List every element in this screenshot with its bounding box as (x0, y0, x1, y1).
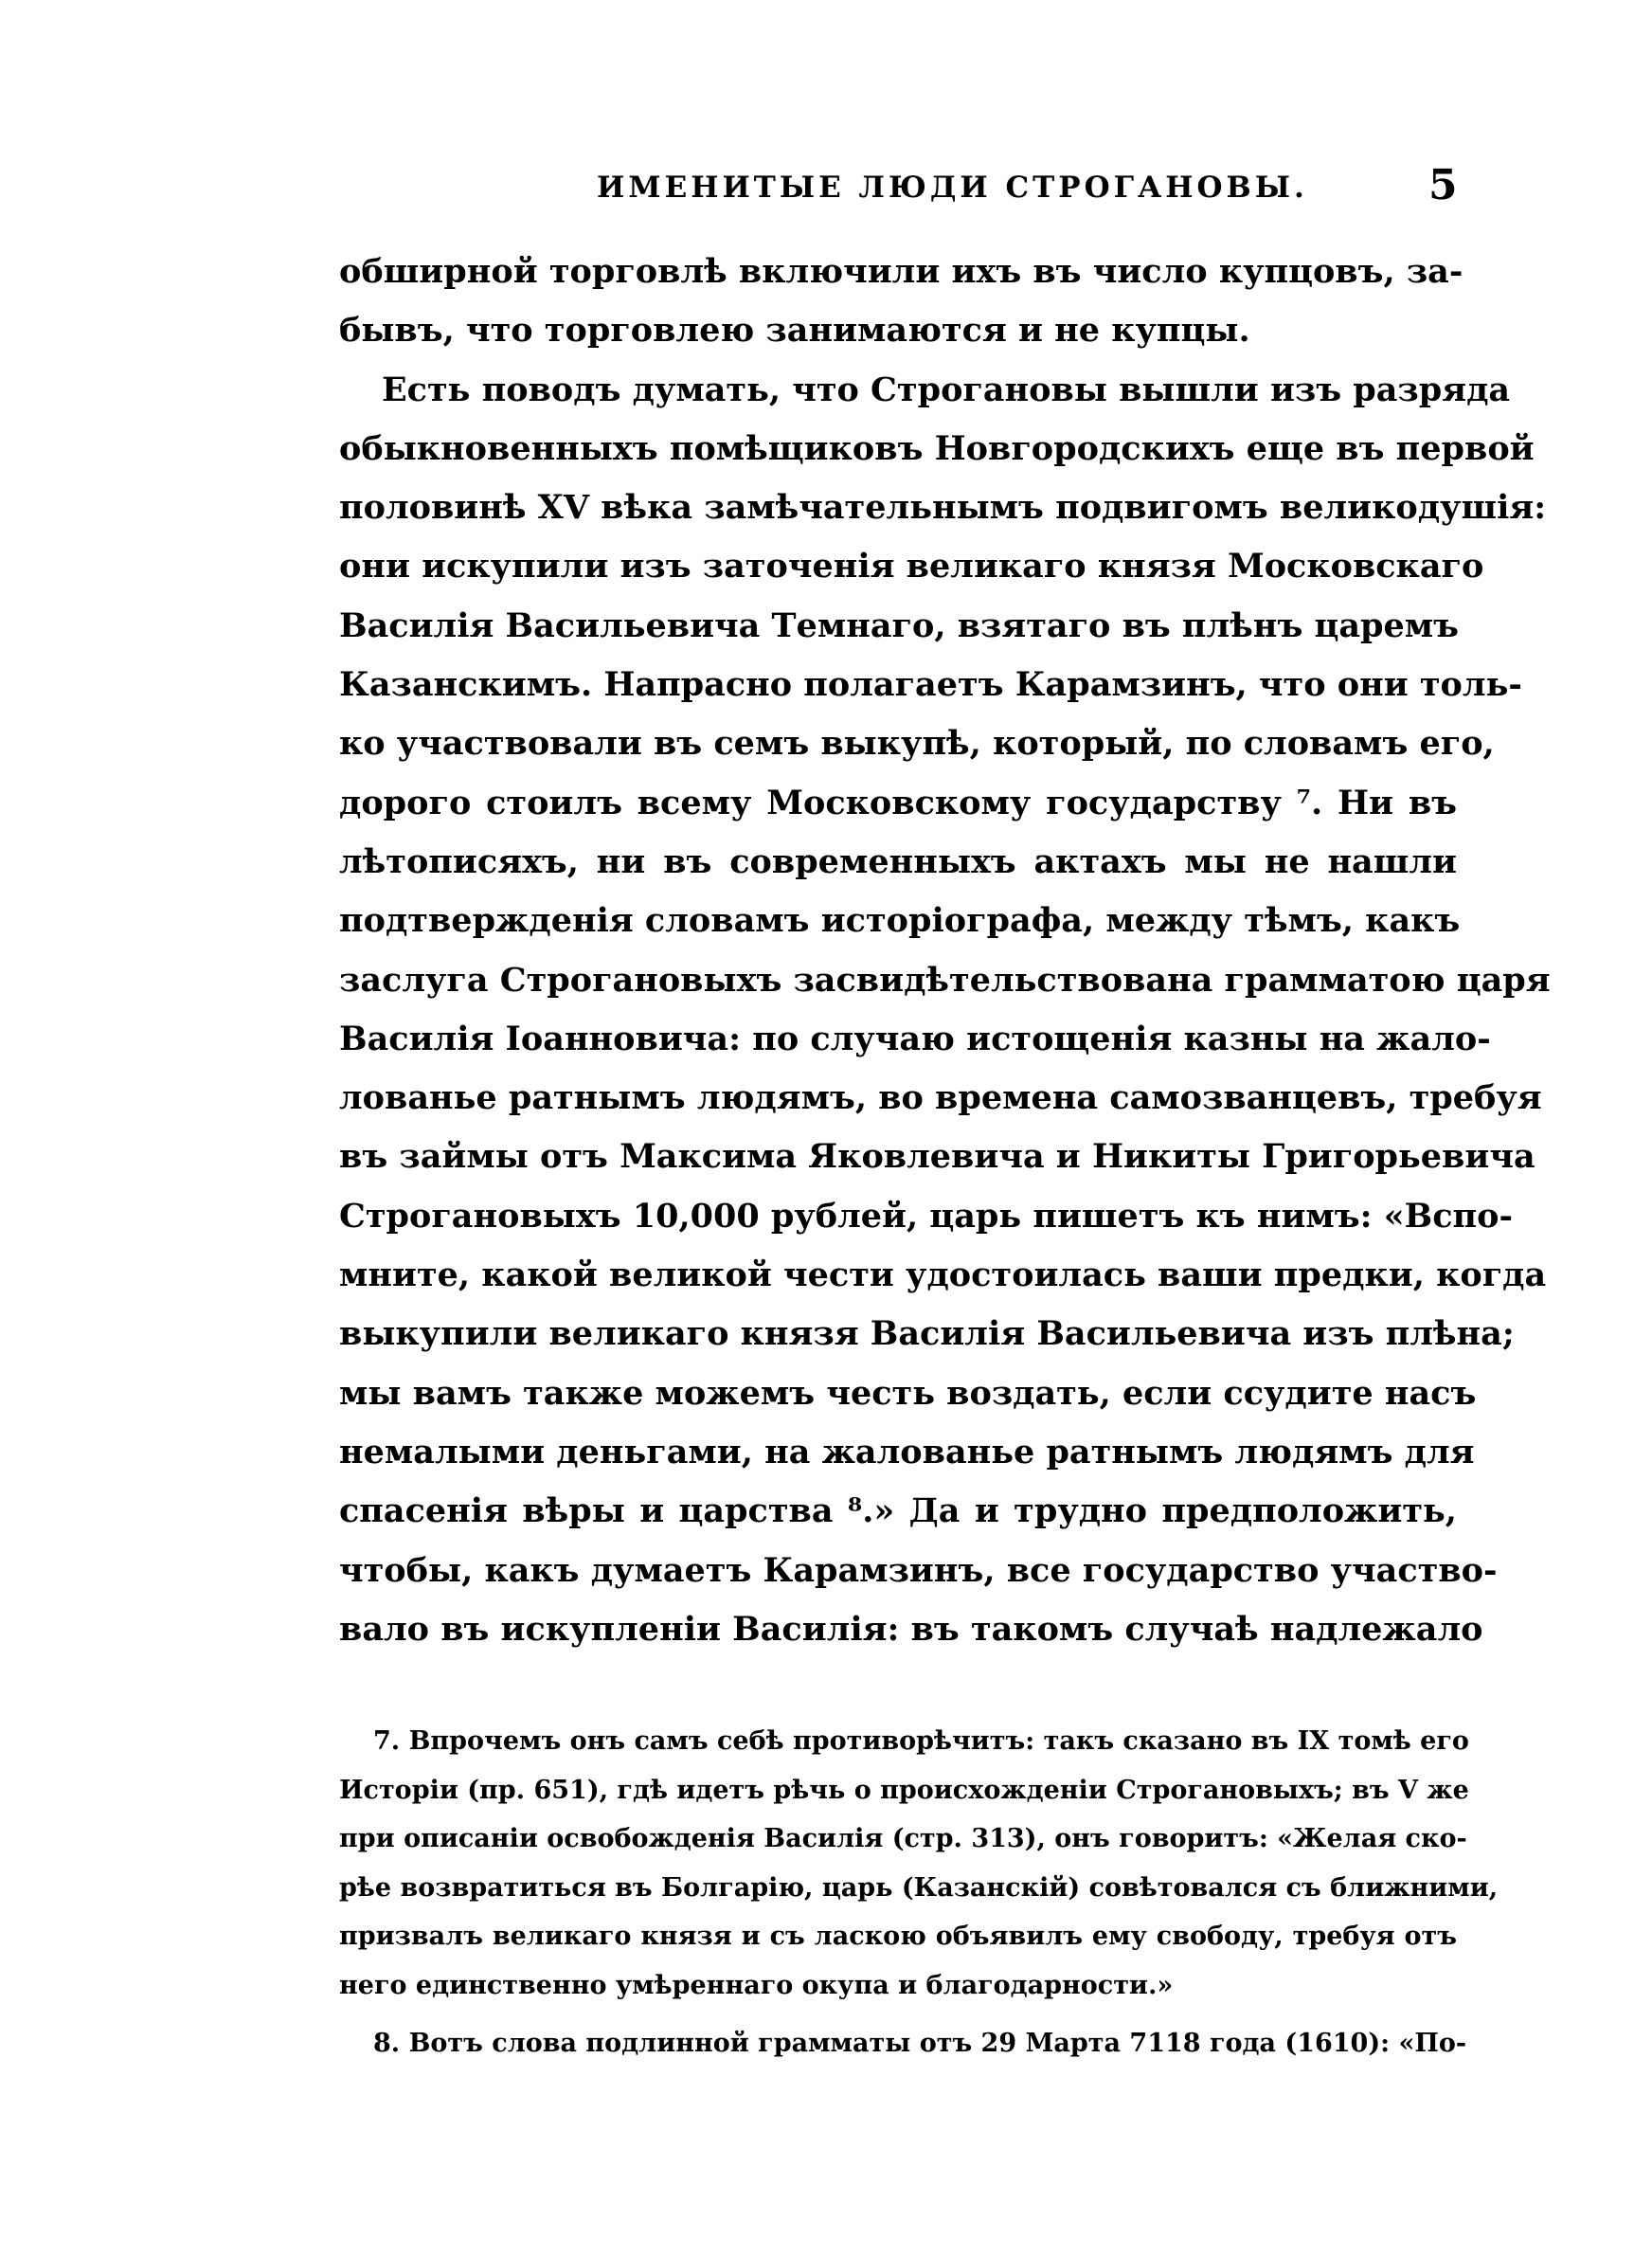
text-line: они искупили изъ заточенія великаго князя Московскаго (339, 547, 1484, 587)
footnote-line: Исторіи (пр. 651), гдѣ идетъ рѣчь о происхожденіи Строгановыхъ; въ V же (339, 1775, 1469, 1805)
text-line: Василія Васильевича Темнаго, взятаго въ плѣнъ царемъ (339, 605, 1460, 645)
footnotes (339, 1717, 1499, 2068)
text-line: заслуга Строгановыхъ засвидѣтельствована грамматою царя (339, 960, 1551, 1000)
text-line: Казанскимъ. Напрасно полагаетъ Карамзинъ, что они толь- (339, 665, 1522, 705)
text-line: Есть поводъ думать, что Строгановы вышли изъ разряда (382, 370, 1511, 409)
text-line: чтобы, какъ думаетъ Карамзинъ, все государство участво- (339, 1550, 1498, 1590)
text-line: вало въ искупленіи Василія: въ такомъ случаѣ надлежало (339, 1609, 1483, 1649)
footnote-line: при описаніи освобожденія Василія (стр. 313), онъ говоритъ: «Желая ско- (339, 1824, 1467, 1853)
text-line: Строгановыхъ 10,000 рублей, царь пишетъ къ нимъ: «Вспо- (339, 1196, 1514, 1236)
text-line: спасенія вѣры и царства ⁸.» Да и трудно предположить, (339, 1491, 1457, 1531)
footnote-line: 8. Вотъ слова подлинной грамматы отъ 29 Марта 7118 года (1610): «По- (373, 2029, 1467, 2058)
footnote-line: призвалъ великаго князя и съ ласкою объявилъ ему свободу, требуя отъ (339, 1922, 1457, 1951)
main-text (339, 243, 1551, 1659)
text-line: подтвержденія словамъ исторіографа, между тѣмъ, какъ (339, 901, 1461, 941)
running-header-title: ИМЕНИТЫЕ ЛЮДИ СТРОГАНОВЫ. (597, 171, 1308, 205)
text-line: половинѣ XV вѣка замѣчательнымъ подвигомъ великодушія: (339, 488, 1547, 528)
footnote-8 (339, 2019, 1467, 2068)
text-line: обыкновенныхъ помѣщиковъ Новгородскихъ еще въ первой (339, 428, 1535, 468)
text-line: бывъ, что торговлею занимаются и не купцы. (339, 311, 1250, 351)
text-line: Василія Іоанновича: по случаю истощенія казны на жало- (339, 1019, 1491, 1058)
text-line: дорого стоилъ всему Московскому государству ⁷. Ни въ (339, 783, 1457, 822)
text-line: немалыми деньгами, на жалованье ратнымъ людямъ для (339, 1432, 1475, 1472)
text-line: лованье ратнымъ людямъ, во времена самозванцевъ, требуя (339, 1078, 1542, 1118)
page-number: 5 (1428, 161, 1458, 209)
text-line: обширной торговлѣ включили ихъ въ число купцовъ, за- (339, 252, 1463, 291)
text-line: въ займы отъ Максима Яковлевича и Никиты Григорьевича (339, 1137, 1535, 1177)
footnote-7 (339, 1717, 1499, 2010)
footnote-line: рѣе возвратиться въ Болгарію, царь (Казанскій) совѣтовался съ ближними, (339, 1872, 1499, 1903)
text-line: мните, какой великой чести удостоилась ваши предки, когда (339, 1255, 1547, 1295)
text-line: лѣтописяхъ, ни въ современныхъ актахъ мы не нашли (339, 841, 1457, 881)
text-line: мы вамъ также можемъ честь воздать, если ссудите насъ (339, 1373, 1477, 1413)
footnote-line: 7. Впрочемъ онъ самъ себѣ противорѣчитъ: такъ сказано въ IX томѣ его (373, 1726, 1469, 1756)
text-line: ко участвовали въ семъ выкупѣ, который, по словамъ его, (339, 724, 1495, 764)
text-line: выкупили великаго князя Василія Васильевича изъ плѣна; (339, 1314, 1515, 1354)
footnote-line: него единственно умѣреннаго окупа и благодарности.» (339, 1970, 1174, 2000)
